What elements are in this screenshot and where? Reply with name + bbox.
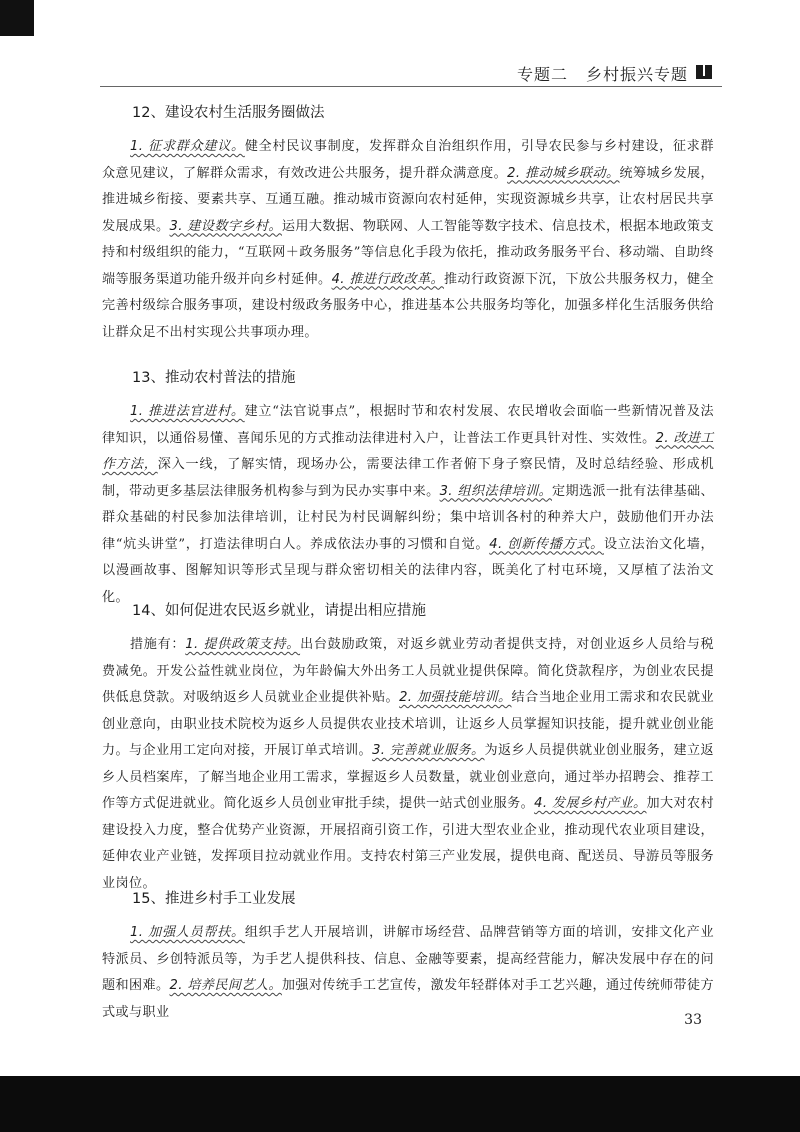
measure-keyword: 4. 推进行政改革。 [331, 271, 444, 287]
measure-keyword: 1. 加强人员帮扶。 [130, 925, 245, 940]
section-title: 14、如何促进农民返乡就业，请提出相应措施 [132, 603, 426, 619]
body-text: 为返乡人员提供就业创业服务，建立返乡人员档案库，了解当地企业用工需求，掌握返乡人员数量，就业创业意向，通过举办招聘会、推荐工作等方式促进就业。简化返乡人员创业审批手续，提供一站式创业服务。 [102, 743, 714, 811]
measure-keyword: 2. 培养民间艺人。 [169, 978, 282, 993]
measure-keyword: 2. 加强技能培训。 [399, 690, 512, 705]
measure-keyword: 1. 推进法官进村。 [130, 404, 245, 419]
body-text: 加大对农村建设投入力度，整合优势产业资源，开展招商引资工作，引进大型农业企业，推动现代农业项目建设，延伸农业产业链，发挥项目拉动就业作用。支持农村第三产业发展，提供电商、配送员、导游员等服务业岗位。 [102, 796, 714, 891]
body-text: 深入一线，了解实情，现场办公，需要法律工作者俯下身子察民情，及时总结经验、形成机制，带动更多基层法律服务机构参与到为民办实事中来。 [102, 457, 715, 499]
section-body [102, 399, 714, 611]
section-body [102, 632, 714, 897]
section-14 [102, 599, 714, 897]
body-text: 健全村民议事制度，发挥群众自治组织作用，引导农民参与乡村建设，征求群众意见建议，了解群众需求，有效改进公共服务，提升群众满意度。 [102, 139, 714, 181]
body-text: 建立“法官说事点”，根据时节和农村发展、农民增收会面临一些新情况普及法律知识，以通俗易懂、喜闻乐见的方式推动法律进村入户，让普法工作更具针对性、实效性。 [102, 404, 714, 446]
measure-keyword: 1. 提供政策支持。 [185, 637, 301, 652]
measure-keyword: 2. 改进工作方法， [102, 430, 714, 472]
scan-shadow-bottom [0, 1076, 800, 1132]
measure-keyword: 4. 创新传播方式。 [489, 536, 604, 552]
section-13 [102, 366, 714, 611]
measure-keyword: 3. 建设数字乡村。 [169, 218, 282, 234]
section-title: 12、建设农村生活服务圈做法 [132, 105, 325, 121]
section-body [102, 920, 714, 1026]
body-text: 设立法治文化墙，以漫画故事、图解知识等形式呈现与群众密切相关的法律内容，既美化了村屯环境，又厚植了法治文化。 [102, 536, 715, 605]
section-title: 15、推进乡村手工业发展 [132, 891, 296, 907]
header-rule [100, 86, 722, 87]
body-text: 统筹城乡发展，推进城乡衔接、要素共享、互通互融。推动城市资源向农村延伸，实现资源城乡共享，让农村居民共享发展成果。 [102, 165, 714, 234]
body-text: 加强对传统手工艺宣传，激发年轻群体对手工艺兴趣，通过传统师带徒方式或与职业 [102, 978, 714, 1020]
measure-keyword: 2. 推动城乡联动。 [507, 165, 620, 181]
header-topic: 专题二 [516, 65, 568, 84]
measure-keyword: 1. 征求群众建议。 [130, 139, 245, 154]
measure-keyword: 3. 完善就业服务。 [372, 743, 485, 758]
body-text: 定期选派一批有法律基础、群众基础的村民参加法律培训，让村民为村民调解纠纷；集中培训各村的种养大户，鼓励他们开办法律“炕头讲堂”，打造法律明白人。养成依法办事的习惯和自觉。 [102, 483, 714, 552]
section-body [102, 134, 714, 346]
measure-keyword: 4. 发展乡村产业。 [534, 796, 647, 811]
body-text: 措施有： [130, 637, 186, 652]
section-title: 13、推动农村普法的措施 [132, 370, 296, 386]
body-text: 结合当地企业用工需求和农民就业创业意向，由职业技术院校为返乡人员提供农业技术培训，让返乡人员掌握知识技能，提升就业创业能力。与企业用工定向对接，开展订单式培训。 [102, 690, 715, 758]
book-icon [696, 64, 712, 83]
body-text: 运用大数据、物联网、人工智能等数字技术、信息技术，根据本地政策支持和村级组织的能力，“互联网＋政务服务”等信息化手段为依托，推动政务服务平台、移动端、自助终端等服务渠道功能升级并向乡村延伸。 [102, 218, 714, 287]
section-12 [102, 101, 714, 346]
body-text: 组织手艺人开展培训，讲解市场经营、品牌营销等方面的培训，安排文化产业特派员、乡创特派员等，为手艺人提供科技、信息、金融等要素，提高经营能力，解决发展中存在的问题和困难。 [102, 925, 714, 993]
section-15 [102, 887, 714, 1026]
body-text: 出台鼓励政策，对返乡就业劳动者提供支持，对创业返乡人员给与税费减免。开发公益性就业岗位，为年龄偏大外出务工人员就业提供保障。简化贷款程序，为创业农民提供低息贷款。对吸纳返乡人员就业企业提供补贴。 [102, 637, 714, 705]
page-number: 33 [684, 1012, 702, 1028]
header-title: 乡村振兴专题 [585, 65, 688, 84]
running-header [517, 62, 712, 85]
measure-keyword: 3. 组织法律培训。 [439, 483, 552, 499]
body-text: 推动行政资源下沉，下放公共服务权力，健全完善村级综合服务事项，建设村级政务服务中心，推进基本公共服务均等化，加强多样化生活服务供给让群众足不出村实现公共事项办理。 [102, 271, 715, 340]
